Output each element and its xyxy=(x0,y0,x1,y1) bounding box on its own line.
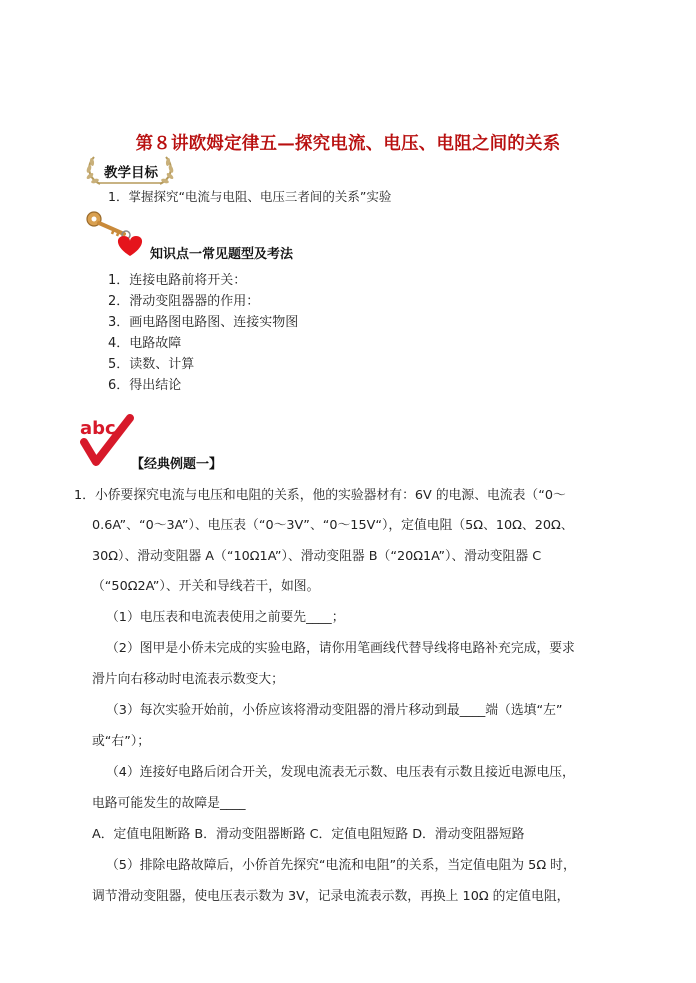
question-line: 30Ω）、滑动变阻器 A（“10Ω1A”）、滑动变阻器 B（“20Ω1A”）、滑动变阻器 C xyxy=(92,549,542,564)
question-line: （2）图甲是小侨未完成的实验电路，请你用笔画线代替导线将电路补充完成，要求 xyxy=(106,641,575,656)
list-item: 2．滑动变阻器器的作用： xyxy=(108,294,260,309)
question-line: 或“右”）； xyxy=(92,734,151,749)
abc-checkmark-icon xyxy=(78,412,136,468)
question-line: 1．小侨要探究电流与电压和电阻的关系，他的实验器材有：6V 的电源、电流表（“0～ xyxy=(74,488,566,503)
topic-list xyxy=(108,270,298,396)
list-item: 6．得出结论 xyxy=(108,378,182,393)
key-heart-icon xyxy=(84,210,146,258)
objective-item: 1．掌握探究“电流与电阻、电压三者间的关系”实验 xyxy=(108,189,392,204)
question-line: （1）电压表和电流表使用之前要先____； xyxy=(106,610,345,625)
list-item: 3．画电路图电路图、连接实物图 xyxy=(108,315,299,330)
list-item: 5．读数、计算 xyxy=(108,357,195,372)
list-item: 1．连接电路前将开关： xyxy=(108,273,247,288)
question-line: 滑片向右移动时电流表示数变大； xyxy=(92,672,284,687)
example-heading: 【经典例题一】 xyxy=(131,457,223,472)
objectives-badge-label: 教学目标 xyxy=(104,165,158,181)
question-line: （5）排除电路故障后，小侨首先探究“电流和电阻”的关系，当定值电阻为 5Ω 时， xyxy=(106,858,576,873)
question-line: （“50Ω2A”）、开关和导线若干，如图。 xyxy=(92,579,320,594)
question-line: （4）连接好电路后闭合开关，发现电流表无示数、电压表有示数且接近电源电压， xyxy=(106,765,575,780)
page-title: 第８讲欧姆定律五—探究电流、电压、电阻之间的关系 xyxy=(135,134,561,154)
question-line: 电路可能发生的故障是____ xyxy=(92,796,246,811)
question-line: 0.6A”、“0～3A”）、电压表（“0～3V”、“0～15V“），定值电阻（5Ω、10Ω、20Ω、 xyxy=(92,518,574,533)
list-item: 4．电路故障 xyxy=(108,336,182,351)
section-heading: 知识点一常见题型及考法 xyxy=(150,247,294,262)
question-options: A．定值电阻断路 B．滑动变阻器断路 C．定值电阻短路 D．滑动变阻器短路 xyxy=(92,827,525,842)
question-line: （3）每次实验开始前，小侨应该将滑动变阻器的滑片移动到最____端（选填“左” xyxy=(106,703,563,718)
abc-icon-text: abc xyxy=(80,418,116,439)
question-line: 调节滑动变阻器，使电压表示数为 3V，记录电流表示数，再换上 10Ω 的定值电阻， xyxy=(92,889,570,904)
objectives-badge xyxy=(84,154,176,188)
